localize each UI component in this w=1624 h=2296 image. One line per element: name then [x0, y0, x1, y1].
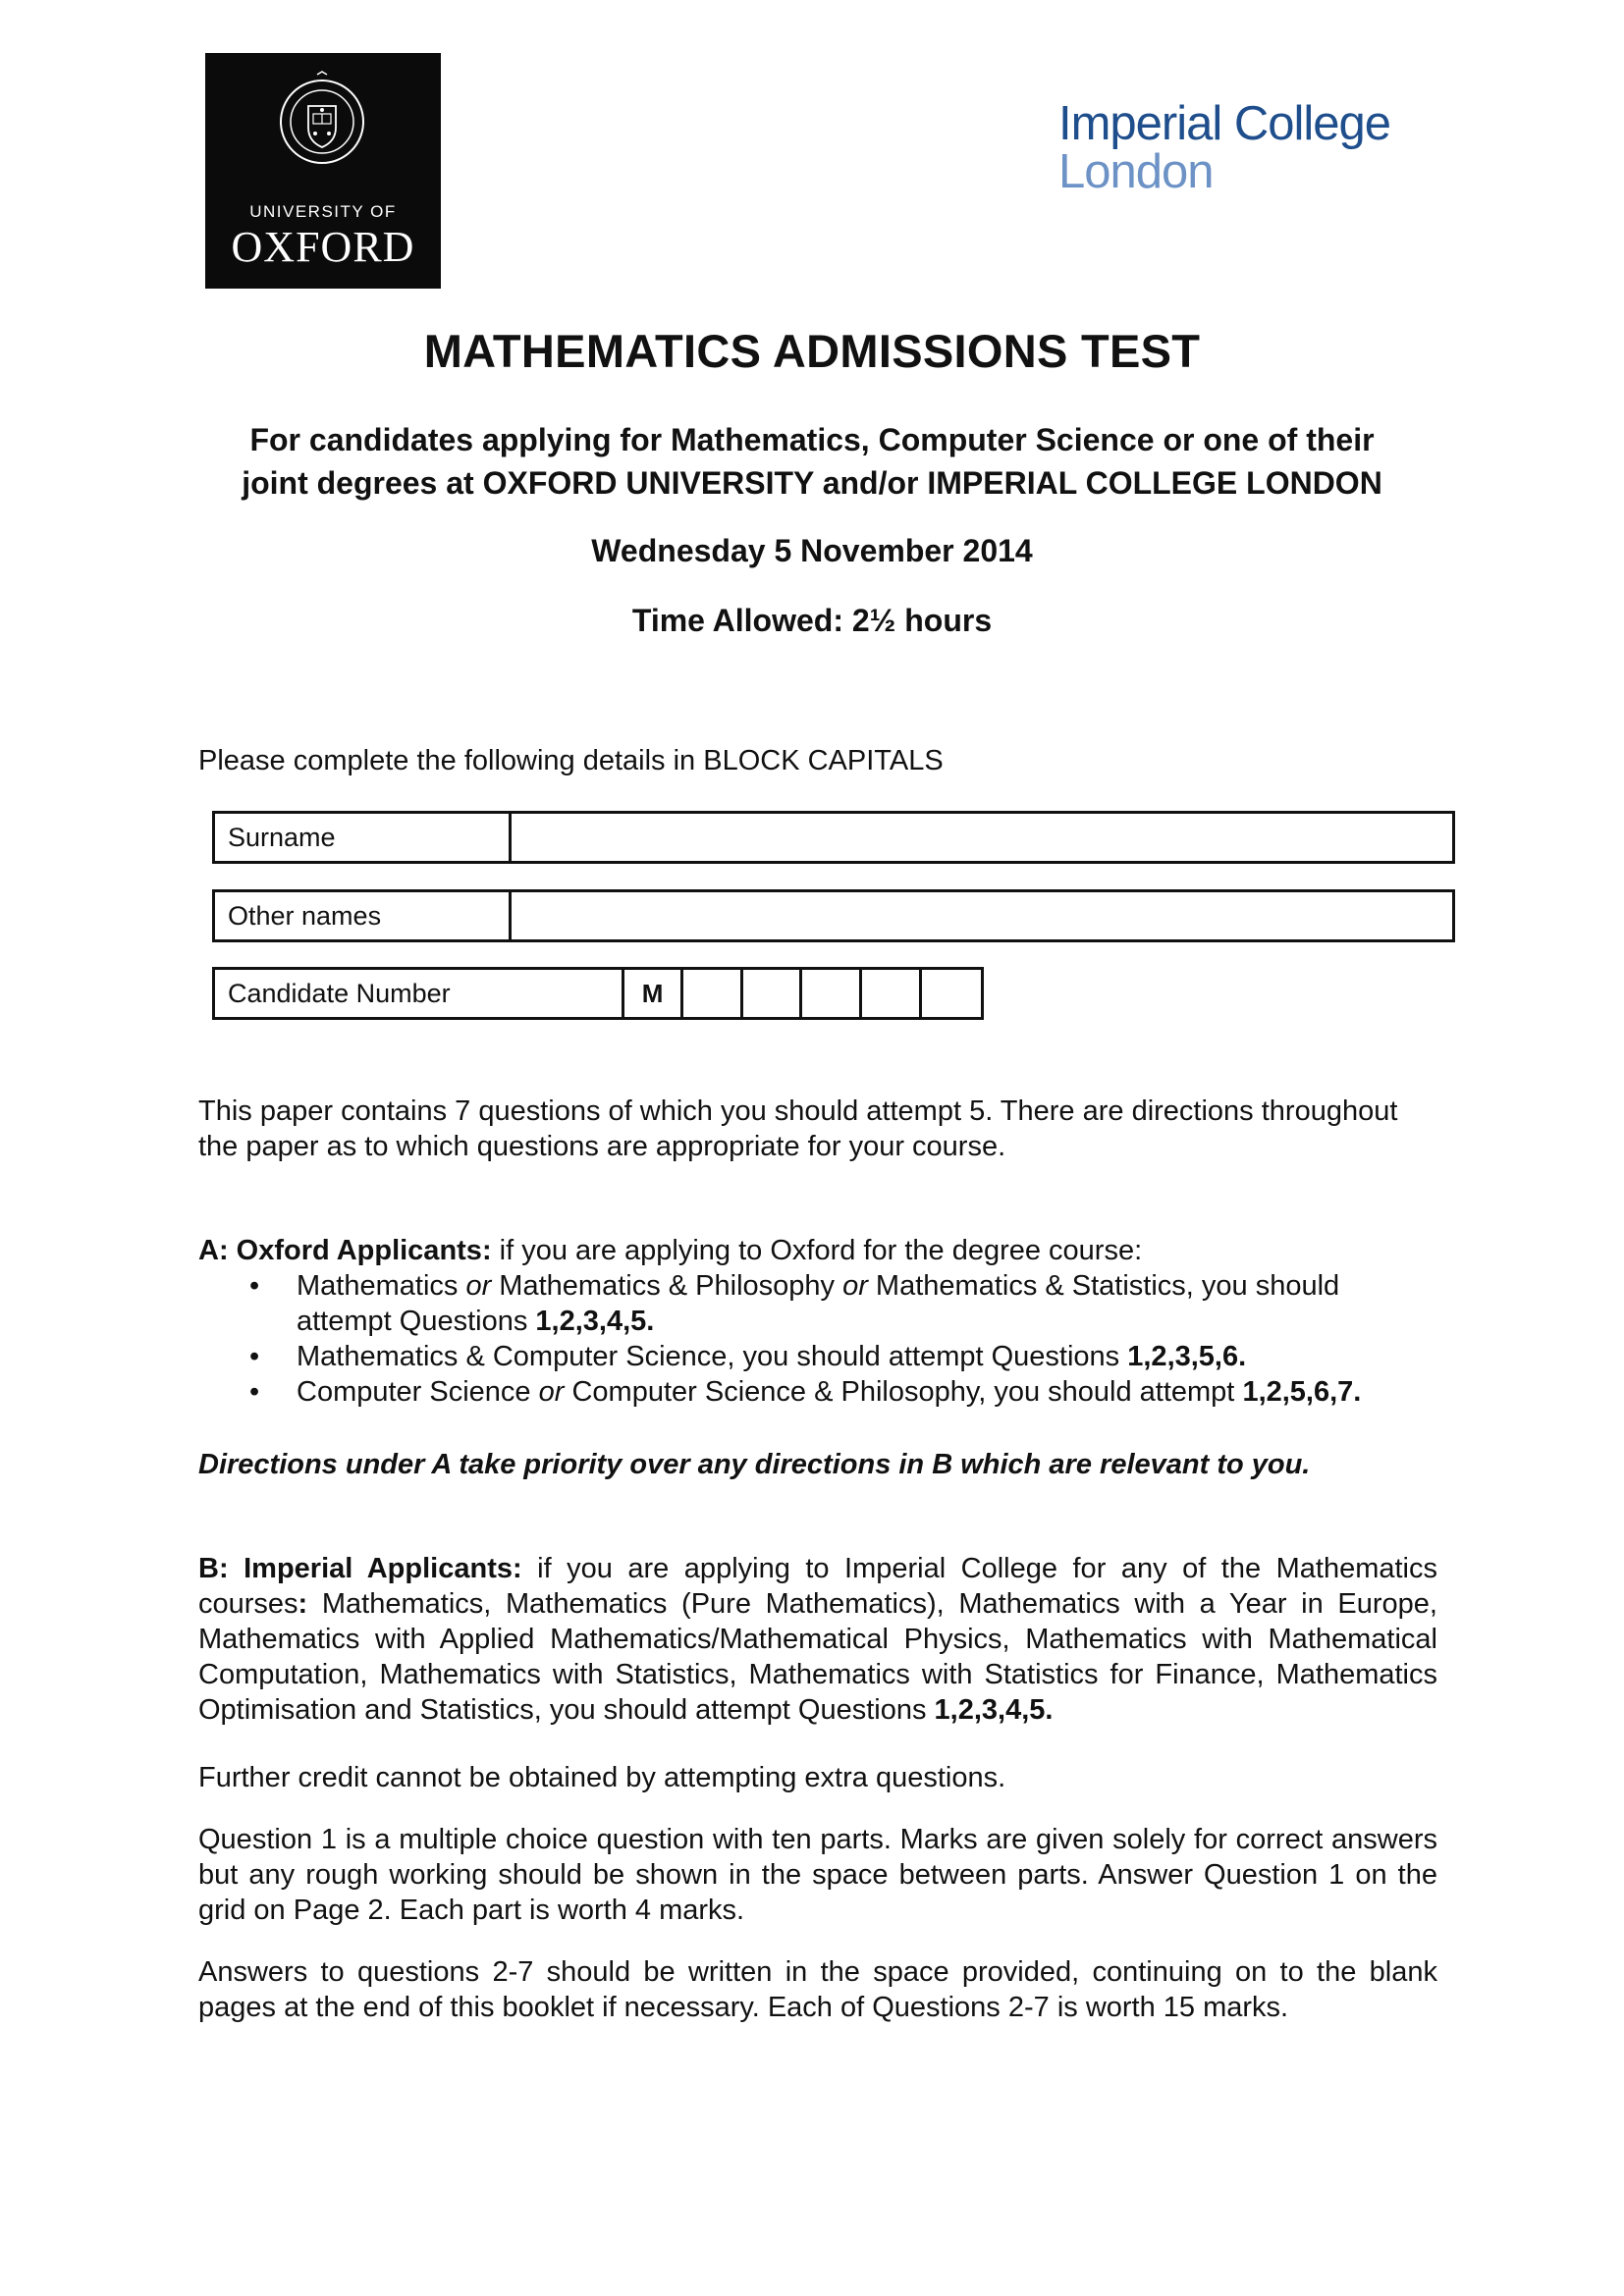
- oxford-course-text: Mathematics & Philosophy: [491, 1270, 843, 1302]
- oxford-applicants-heading: [198, 1233, 1437, 1268]
- oxford-course-item: [198, 1339, 1437, 1374]
- oxford-heading-text: if you are applying to Oxford for the degree course:: [491, 1235, 1143, 1266]
- oxford-course-text: Computer Science: [297, 1376, 539, 1408]
- oxford-course-text: or: [465, 1270, 492, 1302]
- other-names-field[interactable]: [512, 892, 1452, 939]
- imperial-applicants-paragraph: [198, 1551, 1437, 1728]
- bullet-icon: •: [249, 1341, 260, 1372]
- surname-row: [212, 811, 1455, 864]
- oxford-heading-label: A: Oxford Applicants:: [198, 1235, 492, 1266]
- candidate-digit-box[interactable]: [743, 970, 803, 1017]
- other-names-row: [212, 889, 1455, 942]
- imperial-logo-line1: Imperial College: [1058, 97, 1391, 150]
- oxford-course-text: Mathematics & Computer Science, you should attempt Questions: [297, 1341, 1128, 1372]
- oxford-course-text: 1,2,3,5,6.: [1127, 1341, 1247, 1372]
- answers-note: Answers to questions 2-7 should be written in the space provided, continuing on to the blank pages at the end of this booklet if necessary. Each of Questions 2-7 is worth 15 marks.: [198, 1956, 1437, 2023]
- bullet-icon: •: [249, 1270, 260, 1302]
- oxford-course-text: Mathematics: [297, 1270, 466, 1302]
- details-instruction: Please complete the following details in BLOCK CAPITALS: [198, 745, 944, 776]
- oxford-logo-line1: UNIVERSITY OF: [249, 202, 397, 221]
- oxford-course-text: 1,2,5,6,7.: [1242, 1376, 1362, 1408]
- candidate-digit-box[interactable]: [802, 970, 862, 1017]
- candidate-prefix-box: M: [624, 970, 684, 1017]
- oxford-course-text: Mathematics & Statistics, you should attempt Questions: [297, 1270, 1340, 1337]
- oxford-logo: [205, 53, 441, 289]
- imperial-course-list: Mathematics, Mathematics (Pure Mathematics), Mathematics with a Year in Europe, Mathematics with Applied Mathematics/Mathematical Physics, Mathematics with Mathematical Computation, Mathematics with Statistics, Mathematics with Statistics for Finance, Mathematics Optimisation and Statistics, you should attempt Questions: [198, 1588, 1437, 1726]
- imperial-heading-label: B: Imperial Applicants:: [198, 1553, 522, 1584]
- candidate-number-label: Candidate Number: [215, 970, 624, 1017]
- imperial-questions: 1,2,3,4,5.: [934, 1694, 1054, 1726]
- candidate-digit-box[interactable]: [683, 970, 743, 1017]
- imperial-colon: :: [298, 1588, 308, 1620]
- oxford-logo-line2: OXFORD: [231, 223, 415, 271]
- time-allowed: Time Allowed: 2½ hours: [631, 603, 993, 638]
- oxford-course-list: [198, 1268, 1437, 1410]
- oxford-crest-icon: [278, 71, 366, 173]
- oxford-course-item: [198, 1374, 1437, 1410]
- candidate-digit-box[interactable]: [922, 970, 982, 1017]
- oxford-course-text: or: [538, 1376, 565, 1408]
- oxford-course-text: Computer Science & Philosophy, you should attempt: [564, 1376, 1243, 1408]
- other-names-label: Other names: [215, 892, 512, 939]
- bullet-icon: •: [249, 1376, 260, 1408]
- exam-date: Wednesday 5 November 2014: [591, 533, 1033, 568]
- surname-field[interactable]: [512, 814, 1452, 861]
- imperial-text: if you are applying to Imperial College for any of the Mathematics courses: [198, 1553, 1437, 1620]
- question1-note: Question 1 is a multiple choice question with ten parts. Marks are given solely for correct answers but any rough working should be shown in the space between parts. Answer Question 1 on the grid on Page 2. Each part is worth 4 marks.: [198, 1824, 1437, 1926]
- intro-paragraph: This paper contains 7 questions of which you should attempt 5. There are directions throughout the paper as to which questions are appropriate for your course.: [198, 1095, 1398, 1162]
- candidate-digit-box[interactable]: [862, 970, 922, 1017]
- subtitle-line1: For candidates applying for Mathematics, Computer Science or one of their: [249, 422, 1375, 457]
- priority-note: Directions under A take priority over any directions in B which are relevant to you.: [198, 1449, 1311, 1480]
- surname-label: Surname: [215, 814, 512, 861]
- subtitle: [0, 418, 1624, 505]
- candidate-number-row: [212, 967, 984, 1020]
- oxford-course-item: [198, 1268, 1437, 1339]
- oxford-course-text: 1,2,3,4,5.: [535, 1306, 655, 1337]
- page-title: MATHEMATICS ADMISSIONS TEST: [423, 325, 1201, 377]
- credit-note: Further credit cannot be obtained by attempting extra questions.: [198, 1762, 1006, 1793]
- imperial-logo-line2: London: [1058, 145, 1214, 198]
- oxford-course-text: or: [842, 1270, 868, 1302]
- subtitle-line2: joint degrees at OXFORD UNIVERSITY and/or IMPERIAL COLLEGE LONDON: [242, 465, 1382, 501]
- imperial-logo: [1058, 97, 1412, 208]
